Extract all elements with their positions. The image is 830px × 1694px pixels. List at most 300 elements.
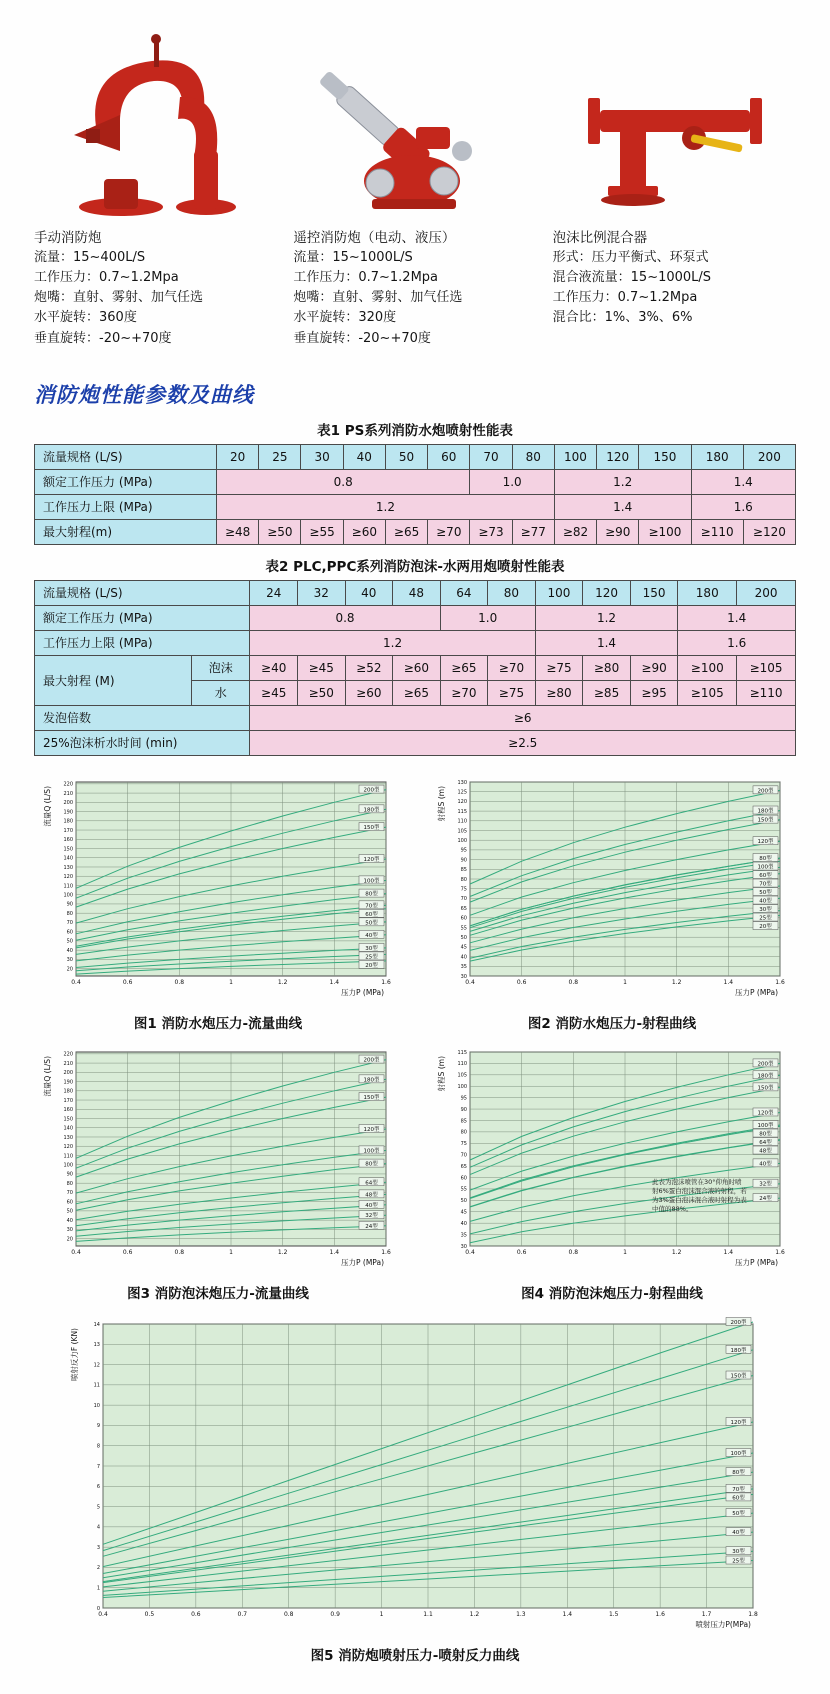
figure-3-caption: 图3 消防泡沫炮压力-流量曲线 — [127, 1285, 309, 1302]
svg-text:180: 180 — [63, 818, 73, 825]
svg-text:10: 10 — [93, 1402, 100, 1409]
curve-label: 80型 — [732, 1469, 745, 1476]
y-axis-label: 射程S (m) — [437, 785, 446, 822]
chart-annotation: 此表为泡沫喷管在30°仰角时喷射6%蛋白泡沫混合液的射程，若为3%蛋白泡沫混合液时射程为表中值的88%。 — [652, 1178, 747, 1213]
svg-text:1.5: 1.5 — [608, 1610, 619, 1618]
table-cell: ≥77 — [512, 519, 554, 544]
curve-label: 100型 — [757, 1122, 774, 1129]
y-axis-label: 流量Q (L/S) — [43, 1055, 52, 1097]
curve-label: 70型 — [759, 881, 772, 888]
foam-flow-chart — [42, 1044, 394, 1280]
svg-text:110: 110 — [63, 882, 73, 889]
table-cell: 25 — [259, 444, 301, 469]
product-spec-line: 炮嘴：直射、雾射、加气任选 — [34, 290, 204, 306]
svg-text:85: 85 — [460, 1117, 467, 1124]
curve-label: 120型 — [363, 856, 380, 863]
curve-label: 40型 — [365, 932, 378, 939]
curve-label: 80型 — [759, 855, 772, 862]
product-section — [34, 28, 796, 349]
product-spec-line: 工作压力：0.7~1.2Mpa — [293, 270, 439, 286]
svg-text:190: 190 — [63, 1079, 73, 1086]
table-cell: 0.8 — [217, 469, 470, 494]
svg-text:7: 7 — [96, 1463, 100, 1470]
svg-text:50: 50 — [460, 1197, 467, 1204]
table-cell: ≥110 — [737, 680, 796, 705]
curve-label: 200型 — [363, 1057, 380, 1064]
svg-text:65: 65 — [460, 905, 467, 912]
product-spec-line: 混合液流量：15~1000L/S — [552, 270, 712, 286]
svg-text:1.6: 1.6 — [655, 1610, 665, 1618]
product-spec-line: 炮嘴：直射、雾射、加气任选 — [293, 290, 463, 306]
svg-text:70: 70 — [66, 919, 73, 926]
table-cell: 40 — [343, 444, 385, 469]
product-title: 遥控消防炮（电动、液压） — [293, 230, 456, 246]
product-spec-list — [34, 248, 277, 349]
table2-title: 表2 PLC,PPC系列消防泡沫-水两用炮喷射性能表 — [265, 558, 565, 575]
svg-text:6: 6 — [96, 1483, 100, 1490]
product-spec-line: 水平旋转：360度 — [34, 310, 137, 326]
table-cell: 1.2 — [535, 605, 678, 630]
svg-text:1.2: 1.2 — [277, 1248, 288, 1256]
table-cell: ≥52 — [345, 655, 393, 680]
svg-text:150: 150 — [63, 1116, 73, 1123]
curve-label: 180型 — [363, 1077, 380, 1084]
product-spec-line: 水平旋转：320度 — [293, 310, 397, 326]
svg-text:100: 100 — [457, 1083, 467, 1090]
svg-text:1.3: 1.3 — [516, 1610, 526, 1618]
table-cell: ≥80 — [583, 655, 631, 680]
charts-grid — [34, 774, 796, 1310]
svg-text:0.4: 0.4 — [71, 978, 81, 986]
curve-label: 40型 — [759, 898, 772, 905]
svg-text:1.6: 1.6 — [381, 1248, 391, 1256]
table-cell: 0.8 — [250, 605, 440, 630]
chart-svg — [436, 1044, 788, 1276]
table-cell: 1.4 — [554, 494, 691, 519]
table-row-label: 最大射程 (M) — [35, 655, 192, 705]
table-cell: 1.2 — [217, 494, 555, 519]
svg-text:70: 70 — [460, 895, 467, 902]
curve-label: 120型 — [363, 1126, 380, 1133]
svg-text:30: 30 — [460, 973, 467, 980]
svg-text:70: 70 — [460, 1152, 467, 1159]
svg-text:55: 55 — [460, 1186, 467, 1193]
svg-text:40: 40 — [460, 1220, 467, 1227]
svg-text:110: 110 — [457, 818, 467, 825]
svg-text:200: 200 — [63, 1069, 73, 1076]
table2-block — [34, 555, 796, 756]
table-cell: ≥75 — [535, 655, 583, 680]
svg-text:210: 210 — [63, 790, 73, 797]
svg-text:105: 105 — [457, 828, 467, 835]
svg-text:1.8: 1.8 — [748, 1610, 758, 1618]
svg-text:90: 90 — [460, 1106, 467, 1113]
svg-text:1: 1 — [623, 978, 627, 986]
svg-text:190: 190 — [63, 809, 73, 816]
table-cell: ≥50 — [259, 519, 301, 544]
svg-text:1.4: 1.4 — [329, 978, 340, 986]
table-cell: 1.6 — [678, 630, 796, 655]
table-cell: 32 — [297, 580, 345, 605]
svg-text:0.4: 0.4 — [71, 1248, 81, 1256]
table-cell: ≥80 — [535, 680, 583, 705]
table-row-label: 额定工作压力 (MPa) — [35, 469, 217, 494]
table-cell: ≥100 — [678, 655, 737, 680]
svg-text:12: 12 — [93, 1362, 100, 1369]
svg-text:140: 140 — [63, 1125, 73, 1132]
table-cell: ≥50 — [297, 680, 345, 705]
svg-text:75: 75 — [460, 1140, 467, 1147]
svg-text:35: 35 — [460, 1232, 467, 1239]
foam-range-chart — [436, 1044, 788, 1280]
svg-text:0.8: 0.8 — [283, 1610, 294, 1618]
curve-label: 100型 — [363, 1148, 380, 1155]
table-row-label: 泡沫 — [192, 655, 250, 680]
curve-label: 100型 — [730, 1450, 747, 1457]
svg-text:95: 95 — [460, 1095, 467, 1102]
table-cell: 100 — [535, 580, 583, 605]
svg-text:0.4: 0.4 — [98, 1610, 108, 1618]
curve-label: 80型 — [365, 1161, 378, 1168]
table-cell: 180 — [678, 580, 737, 605]
svg-text:110: 110 — [457, 1060, 467, 1067]
curve-label: 120型 — [757, 1110, 774, 1117]
chart-svg — [69, 1316, 761, 1638]
curve-label: 30型 — [732, 1548, 745, 1555]
water-flow-chart — [42, 774, 394, 1010]
curve-label: 48型 — [365, 1192, 378, 1199]
svg-text:0.6: 0.6 — [122, 978, 133, 986]
svg-text:80: 80 — [460, 1129, 467, 1136]
svg-text:140: 140 — [63, 855, 73, 862]
curve-label: 80型 — [759, 1131, 772, 1138]
chart-svg — [436, 774, 788, 1006]
svg-text:8: 8 — [96, 1443, 100, 1450]
curve-label: 64型 — [759, 1139, 772, 1146]
svg-text:1.2: 1.2 — [469, 1610, 480, 1618]
svg-text:1.2: 1.2 — [671, 1248, 682, 1256]
water-range-chart — [436, 774, 788, 1010]
svg-text:200: 200 — [63, 799, 73, 806]
svg-text:115: 115 — [457, 1049, 467, 1056]
svg-text:150: 150 — [63, 846, 73, 853]
water-monitor-performance-table — [34, 444, 796, 545]
svg-text:0.5: 0.5 — [144, 1610, 155, 1618]
svg-text:210: 210 — [63, 1060, 73, 1067]
table-cell: ≥70 — [440, 680, 488, 705]
svg-text:40: 40 — [66, 1217, 73, 1224]
svg-text:13: 13 — [93, 1341, 100, 1348]
product-title: 泡沫比例混合器 — [552, 230, 648, 246]
svg-text:0: 0 — [96, 1605, 100, 1612]
curve-label: 200型 — [363, 787, 380, 794]
table-cell: 80 — [488, 580, 536, 605]
table-row-label: 最大射程(m) — [35, 519, 217, 544]
table-cell: ≥100 — [639, 519, 691, 544]
svg-text:100: 100 — [63, 892, 73, 899]
svg-text:40: 40 — [460, 954, 467, 961]
table-cell: 30 — [301, 444, 343, 469]
table-cell: ≥90 — [630, 655, 678, 680]
svg-text:130: 130 — [63, 1134, 73, 1141]
chart5-wrap — [34, 1316, 796, 1672]
svg-text:50: 50 — [66, 1208, 73, 1215]
table-cell: ≥75 — [488, 680, 536, 705]
svg-text:80: 80 — [66, 910, 73, 917]
svg-text:0.6: 0.6 — [191, 1610, 201, 1618]
table-cell: 1.6 — [691, 494, 795, 519]
svg-text:60: 60 — [66, 929, 73, 936]
curve-label: 50型 — [759, 889, 772, 896]
svg-text:60: 60 — [460, 915, 467, 922]
manual-fire-monitor-illustration — [66, 31, 246, 216]
table-cell: 20 — [217, 444, 259, 469]
table-cell: 120 — [597, 444, 639, 469]
curve-label: 24型 — [365, 1223, 378, 1230]
svg-text:70: 70 — [66, 1189, 73, 1196]
svg-text:50: 50 — [460, 934, 467, 941]
curve-label: 180型 — [757, 808, 774, 815]
curve-label: 32型 — [365, 1212, 378, 1219]
svg-text:170: 170 — [63, 827, 73, 834]
table-row-label: 发泡倍数 — [35, 705, 250, 730]
table-cell: ≥60 — [343, 519, 385, 544]
svg-text:115: 115 — [457, 808, 467, 815]
table-cell: ≥90 — [597, 519, 639, 544]
table-cell: ≥82 — [554, 519, 596, 544]
svg-text:4: 4 — [96, 1524, 100, 1531]
svg-text:160: 160 — [63, 836, 73, 843]
curve-label: 100型 — [757, 864, 774, 871]
product-spec-list — [553, 248, 796, 329]
curve-label: 50型 — [365, 920, 378, 927]
table-cell: ≥95 — [630, 680, 678, 705]
curve-label: 64型 — [365, 1179, 378, 1186]
svg-text:0.8: 0.8 — [568, 978, 579, 986]
manual-fire-monitor-image — [34, 28, 277, 216]
svg-text:55: 55 — [460, 925, 467, 932]
table-cell: ≥2.5 — [250, 730, 796, 755]
svg-text:20: 20 — [66, 966, 73, 973]
table-cell: 70 — [470, 444, 512, 469]
curve-label: 70型 — [732, 1486, 745, 1493]
figure-1 — [42, 774, 394, 1032]
figure-3 — [42, 1044, 394, 1302]
svg-text:1.6: 1.6 — [775, 1248, 785, 1256]
curve-label: 60型 — [365, 911, 378, 918]
table-cell: 24 — [250, 580, 298, 605]
svg-text:220: 220 — [63, 1051, 73, 1058]
svg-text:0.4: 0.4 — [465, 978, 475, 986]
svg-text:90: 90 — [460, 857, 467, 864]
curve-label: 120型 — [730, 1419, 747, 1426]
table-cell: 1.4 — [535, 630, 678, 655]
y-axis-label: 射程S (m) — [437, 1055, 446, 1092]
table-cell: 150 — [639, 444, 691, 469]
curve-label: 60型 — [732, 1495, 745, 1502]
svg-text:130: 130 — [63, 864, 73, 871]
curve-label: 25型 — [732, 1558, 745, 1565]
table-cell: ≥120 — [743, 519, 795, 544]
table-cell: ≥65 — [385, 519, 427, 544]
product-spec-line: 混合比：1%、3%、6% — [552, 310, 693, 326]
svg-text:1: 1 — [96, 1585, 100, 1592]
y-axis-label: 流量Q (L/S) — [43, 785, 52, 827]
figure-2-caption: 图2 消防水炮压力-射程曲线 — [527, 1015, 697, 1032]
product-spec-line: 工作压力：0.7~1.2Mpa — [34, 270, 179, 286]
figure-4 — [436, 1044, 788, 1302]
svg-text:1.4: 1.4 — [329, 1248, 340, 1256]
table-cell: 150 — [630, 580, 678, 605]
curve-label: 150型 — [757, 1085, 774, 1092]
svg-text:1.6: 1.6 — [381, 978, 391, 986]
x-axis-label: 压力P (MPa) — [734, 1257, 778, 1267]
product-card-remote-monitor — [293, 28, 536, 349]
y-axis-label: 喷射反力F (KN) — [70, 1327, 79, 1381]
svg-text:1.1: 1.1 — [423, 1610, 433, 1618]
svg-text:180: 180 — [63, 1088, 73, 1095]
svg-text:3: 3 — [96, 1544, 100, 1551]
chart-svg — [42, 1044, 394, 1276]
curve-label: 100型 — [363, 878, 380, 885]
svg-text:120: 120 — [63, 873, 73, 880]
svg-text:30: 30 — [66, 1226, 73, 1233]
table-row-label: 流量规格 (L/S) — [35, 444, 217, 469]
table-row-label: 工作压力上限 (MPa) — [35, 494, 217, 519]
svg-text:1: 1 — [623, 1248, 627, 1256]
table-row-label: 流量规格 (L/S) — [35, 580, 250, 605]
table-cell: ≥65 — [393, 680, 441, 705]
curve-label: 30型 — [759, 906, 772, 913]
curve-label: 150型 — [363, 1094, 380, 1101]
svg-text:1.2: 1.2 — [277, 978, 288, 986]
svg-text:30: 30 — [66, 956, 73, 963]
svg-text:100: 100 — [457, 837, 467, 844]
svg-text:60: 60 — [66, 1199, 73, 1206]
svg-text:9: 9 — [96, 1422, 100, 1429]
curve-label: 180型 — [363, 807, 380, 814]
section-heading: 消防炮性能参数及曲线 — [34, 382, 254, 407]
svg-text:80: 80 — [460, 876, 467, 883]
svg-text:0.8: 0.8 — [174, 1248, 185, 1256]
svg-text:1.2: 1.2 — [671, 978, 682, 986]
curve-label: 200型 — [757, 1061, 774, 1068]
table-cell: 1.0 — [440, 605, 535, 630]
svg-text:1.7: 1.7 — [701, 1610, 712, 1618]
table-cell: ≥73 — [470, 519, 512, 544]
curve-label: 180型 — [730, 1347, 747, 1354]
svg-text:125: 125 — [457, 789, 467, 796]
svg-text:75: 75 — [460, 886, 467, 893]
curve-label: 32型 — [759, 1181, 772, 1188]
svg-text:105: 105 — [457, 1072, 467, 1079]
svg-text:30: 30 — [460, 1243, 467, 1250]
table-cell: ≥60 — [393, 655, 441, 680]
svg-text:85: 85 — [460, 866, 467, 873]
product-spec-line: 垂直旋转：-20~+70度 — [293, 330, 431, 346]
curve-label: 40型 — [732, 1529, 745, 1536]
foam-proportioner-illustration — [574, 76, 774, 216]
table-cell: ≥6 — [250, 705, 796, 730]
table-cell: ≥85 — [583, 680, 631, 705]
table-cell: 50 — [385, 444, 427, 469]
svg-text:0.4: 0.4 — [465, 1248, 475, 1256]
svg-text:1: 1 — [229, 1248, 233, 1256]
svg-text:0.7: 0.7 — [237, 1610, 248, 1618]
svg-text:110: 110 — [63, 1152, 73, 1159]
svg-text:45: 45 — [460, 944, 467, 951]
svg-text:2: 2 — [96, 1564, 100, 1571]
table-cell: 60 — [428, 444, 470, 469]
svg-text:20: 20 — [66, 1236, 73, 1243]
product-card-manual-monitor — [34, 28, 277, 349]
curve-label: 25型 — [759, 915, 772, 922]
curve-label: 40型 — [365, 1202, 378, 1209]
product-spec-line: 形式：压力平衡式、环泵式 — [552, 250, 709, 265]
product-spec-line: 垂直旋转：-20~+70度 — [34, 330, 172, 346]
svg-text:0.6: 0.6 — [122, 1248, 133, 1256]
table-cell: 120 — [583, 580, 631, 605]
foam-proportioner-image — [553, 28, 796, 216]
figure-1-caption: 图1 消防水炮压力-流量曲线 — [133, 1015, 303, 1032]
table-cell: ≥110 — [691, 519, 743, 544]
svg-text:14: 14 — [93, 1321, 100, 1328]
svg-text:95: 95 — [460, 847, 467, 854]
svg-text:1.4: 1.4 — [723, 978, 734, 986]
product-spec-list — [293, 248, 536, 349]
table-cell: 1.2 — [250, 630, 535, 655]
svg-text:45: 45 — [460, 1209, 467, 1216]
figure-5-caption: 图5 消防炮喷射压力-喷射反力曲线 — [310, 1647, 520, 1664]
curve-label: 30型 — [365, 945, 378, 952]
foam-water-monitor-performance-table — [34, 580, 796, 756]
remote-fire-monitor-illustration — [320, 31, 510, 216]
table-cell: ≥48 — [217, 519, 259, 544]
remote-fire-monitor-image — [293, 28, 536, 216]
table-cell: ≥40 — [250, 655, 298, 680]
svg-text:160: 160 — [63, 1106, 73, 1113]
table-cell: ≥105 — [678, 680, 737, 705]
curve-label: 20型 — [759, 923, 772, 930]
table-cell: 180 — [691, 444, 743, 469]
table-cell: ≥45 — [297, 655, 345, 680]
product-spec-line: 流量：15~1000L/S — [293, 250, 413, 265]
table-row-label: 额定工作压力 (MPa) — [35, 605, 250, 630]
curve-label: 150型 — [730, 1373, 747, 1380]
svg-text:0.6: 0.6 — [516, 978, 527, 986]
curve-label: 50型 — [732, 1510, 745, 1517]
table-cell: ≥65 — [440, 655, 488, 680]
figure-5 — [69, 1316, 761, 1664]
curve-label: 24型 — [759, 1195, 772, 1202]
table-cell: ≥70 — [488, 655, 536, 680]
curve-label: 180型 — [757, 1072, 774, 1079]
svg-text:0.8: 0.8 — [174, 978, 185, 986]
svg-text:1.4: 1.4 — [562, 1610, 573, 1618]
curve-label: 25型 — [365, 954, 378, 961]
svg-text:90: 90 — [66, 901, 73, 908]
curve-label: 200型 — [757, 788, 774, 795]
table-cell: ≥60 — [345, 680, 393, 705]
curve-label: 40型 — [759, 1161, 772, 1168]
table-cell: 48 — [393, 580, 441, 605]
curve-label: 70型 — [365, 903, 378, 910]
svg-text:1.4: 1.4 — [723, 1248, 734, 1256]
table-cell: 1.4 — [678, 605, 796, 630]
curve-label: 60型 — [759, 872, 772, 879]
table-cell: ≥70 — [428, 519, 470, 544]
svg-text:0.6: 0.6 — [516, 1248, 527, 1256]
